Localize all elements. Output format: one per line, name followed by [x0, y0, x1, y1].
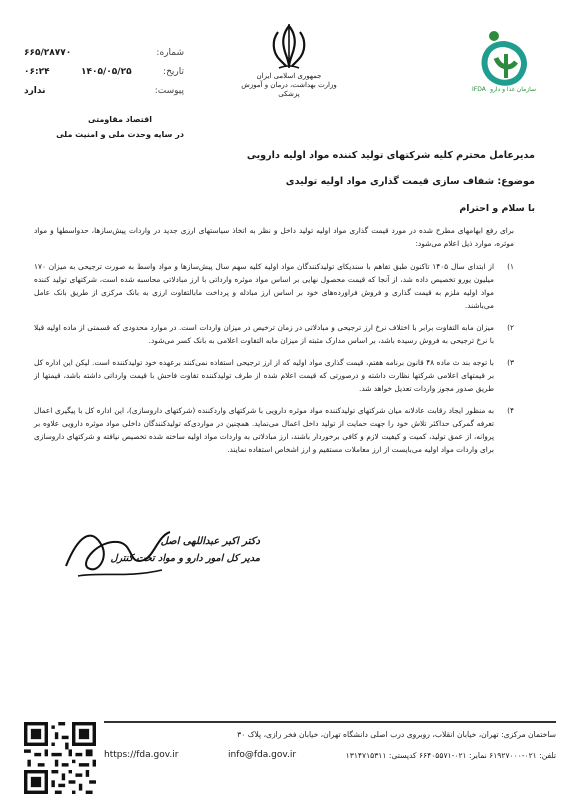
numbered-item [34, 356, 514, 395]
signer-name: دکتر اکبر عبداللهی اصل [160, 536, 260, 547]
footer-website-link[interactable]: https://fda.gov.ir [104, 750, 179, 760]
attachment-value: ندارد [24, 86, 46, 96]
item-text: با توجه بند ث ماده ۴۸ قانون برنامه هفتم، قیمت گذاری مواد اولیه که از ارز ترجیحی استفاده نمی‌کنند برعهده خود تولیدکننده است. لیکن این اداره کل بر قیمتهای اعلامی شرکتها نظارت داشته و درصورتی که قیمت اعلام شده از طرف تولیدکننده تفاوت فاحش با قیمت وارداتی داشته باشد، قیمتها از طریق صدور مجوز واردات تعدیل خواهد شد. [34, 358, 494, 393]
footer-address: ساختمان مرکزی: تهران، خیابان انقلاب، روبروی درب اصلی دانشگاه تهران، خیابان فخر رازی، پلاک ۳۰ [237, 730, 556, 739]
footer-contacts [104, 750, 556, 760]
republic-text: جمهوری اسلامی ایران [256, 72, 322, 80]
ministry-text: وزارت بهداشت، درمان و آموزش پزشکی [241, 81, 337, 98]
number-label: شماره: [156, 48, 184, 58]
ministry-caption [232, 72, 346, 99]
date-row [24, 63, 184, 82]
numbered-item [34, 260, 514, 312]
slogan-line-1: اقتصاد مقاومتی [87, 115, 153, 124]
addressee: مدیرعامل محترم کلیه شرکتهای تولید کننده مواد اولیه دارویی [246, 150, 535, 161]
item-number: ۳) [507, 358, 514, 367]
signature-block [60, 536, 260, 564]
ifda-abbrev: IFDA [472, 86, 486, 93]
slogan [56, 112, 184, 142]
iran-emblem-icon [262, 22, 316, 72]
number-value: ۶۶۵/۲۸۷۷۰ [24, 48, 72, 58]
subject-line [40, 176, 535, 187]
number-row [24, 44, 184, 63]
item-text: از ابتدای سال ۱۴۰۵ تاکنون طبق تفاهم با سندیکای تولیدکنندگان مواد اولیه کلیه سهم سال پیش‌سازها و مواد واسط به صورت ترجیحی به میزان ۱۷۰ میلیون یورو تخصیص داده شد، از آنجا که قیمت محصول نهایی بر اساس مواد موثره وارداتی با ارز مبادلاتی محاسبه شده است، شرکتهای تولید کننده مواد اولیه ملزم به قیمت گذاری و فروش فراورده‌های خود بر اساس ارز مبادله و پرداخت مابالتفاوت ارزی به بانک مرکزی از طریق بانک عامل می‌باشند. [34, 262, 495, 310]
footer-email-link[interactable]: info@fda.gov.ir [228, 750, 297, 760]
greeting: با سلام و احترام [459, 203, 535, 214]
letter-meta [24, 44, 184, 101]
slogan-line-2: در سایه وحدت ملی و امنیت ملی [56, 130, 184, 139]
item-number: ۱) [507, 262, 514, 271]
intro-paragraph: برای رفع ابهامهای مطرح شده در مورد قیمت گذاری مواد اولیه تولید داخل و نظر به اتخاذ سیاستهای ارزی جدید در واردات پیش‌سازها، حدواسطها و مواد موثره، موارد ذیل اعلام می‌شود: [34, 226, 514, 248]
subject-label: موضوع: [497, 176, 535, 187]
item-number: ۲) [507, 323, 514, 332]
ifda-name: سازمان غذا و دارو [490, 86, 536, 93]
attachment-label: پیوست: [154, 86, 184, 96]
footer-divider [104, 721, 556, 723]
ifda-logo-caption [472, 86, 536, 93]
item-text: میزان مابه التفاوت برابر با اختلاف نرخ ارز ترجیحی و مبادلاتی در زمان ترخیص در میزان واردات است. در موارد محدودی که قسمتی از ماده اولیه قبلا با نرخ ترجیحی به فروش رسیده باشد، بر اساس مدارک مثبته از میزان مابه التفاوت اعلامی به بانک کسر می‌شود. [34, 323, 494, 345]
time-value: ۰۶:۲۴ [24, 67, 50, 77]
footer-phones: تلفن: ۰۲۱-۶۱۹۲۷۰۰۰ نمابر: ۰۲۱-۶۶۴۰۵۵۷۱ کدپستی: ۱۳۱۴۷۱۵۳۱۱ [345, 750, 556, 760]
numbered-item [34, 404, 514, 456]
subject-text: شفاف سازی قیمت گذاری مواد اولیه تولیدی [285, 176, 495, 187]
item-number: ۴) [507, 406, 514, 415]
ifda-logo-icon [472, 28, 536, 108]
item-text: به منظور ایجاد رقابت عادلانه میان شرکتهای تولیدکننده مواد موثره دارویی با شرکتهای واردکننده (شرکتهای داروسازی)، این اداره کل با پیگیری اعمال تعرفه گمرکی حداکثر تلاش خود را جهت حمایت از تولید داخل اعمال می‌نماید. همچنین در مواردی‌که تولیدکنندگان داخلی مواد موثره دارویی علاوه بر پروانه، از عمق تولید، کمیت و کیفیت لازم و کافی برخوردار باشند، ارز مبادلاتی به واردات مواد اولیه ساخته شده تخصیص نیافته و شرکتهای داروسازی برای واردات مواد اولیه می‌بایست از ارز معاملات مستقیم و ارز اشخاص استفاده نمایند. [34, 406, 494, 454]
attachment-row [24, 82, 184, 101]
signer-title: مدیر کل امور دارو و مواد تحت کنترل [110, 553, 260, 564]
date-value: ۱۴۰۵/۰۵/۲۵ [81, 67, 132, 77]
numbered-item [34, 321, 514, 347]
letter-body [34, 224, 514, 465]
qr-code-icon [24, 722, 96, 794]
date-label: تاریخ: [163, 67, 184, 77]
